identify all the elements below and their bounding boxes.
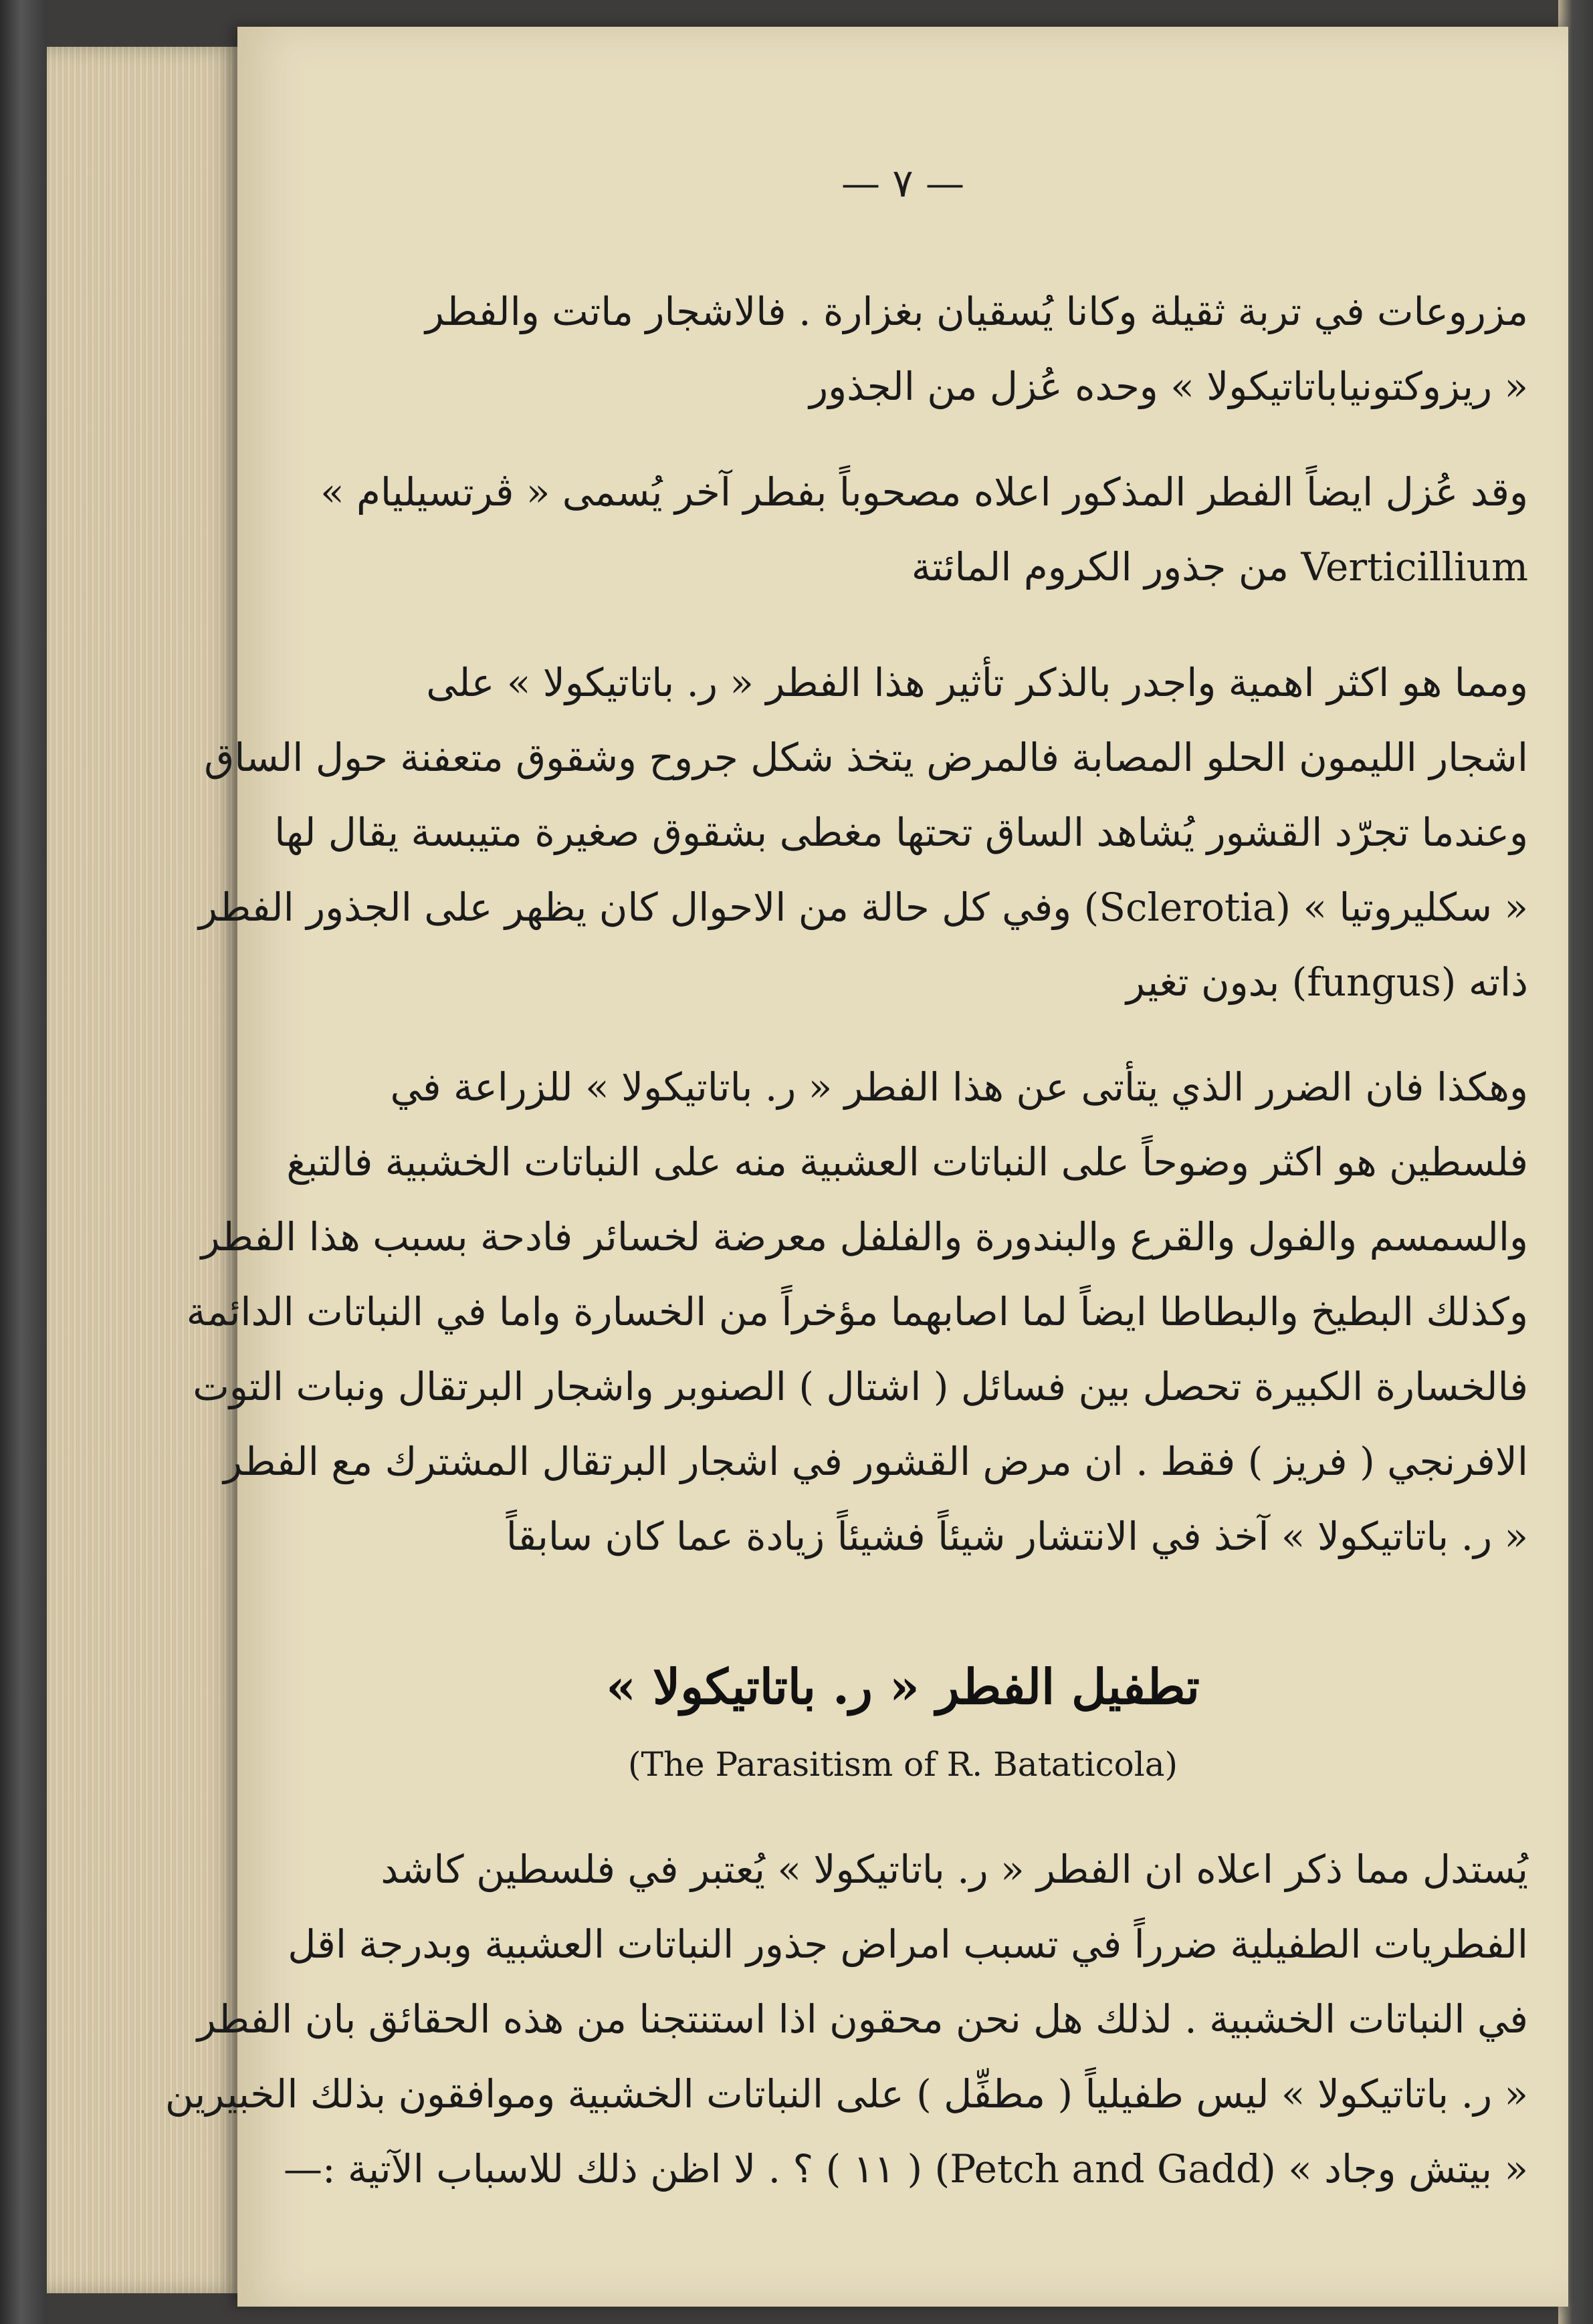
text-line: وقد عُزل ايضاً الفطر المذكور اعلاه مصحوباً بفطر آخر يُسمى « ڤرتسيليام »: [320, 469, 1528, 515]
text-line: Verticillium من جذور الكروم المائتة: [911, 544, 1528, 590]
text-line: ومما هو اكثر اهمية واجدر بالذكر تأثير هذا الفطر « ر. باتاتيكولا » على: [426, 660, 1528, 705]
text-line: وعندما تجرّد القشور يُشاهد الساق تحتها مغطى بشقوق صغيرة متيبسة يقال لها: [274, 810, 1528, 855]
text-line: وكذلك البطيخ والبطاطا ايضاً لما اصابهما مؤخراً من الخسارة واما في النباتات الدائمة: [186, 1289, 1528, 1334]
text-line: « ريزوكتونياباتاتيكولا » وحده عُزل من الجذور: [809, 364, 1528, 409]
page-stack: [47, 47, 241, 2293]
text-line: « ر. باتاتيكولا » ليس طفيلياً ( مطفِّل ) على النباتات الخشبية وموافقون بذلك الخبيرين: [165, 2071, 1528, 2117]
book-cover-edge: [0, 0, 47, 2324]
paragraph-4: [186, 1050, 1528, 1574]
section-subtitle: (The Parasitism of R. Bataticola): [627, 1745, 1178, 1784]
text-line: في النباتات الخشبية . لذلك هل نحن محقون اذا استنتجنا من هذه الحقائق بان الفطر: [197, 1996, 1528, 2042]
text-line: الفطريات الطفيلية ضرراً في تسبب امراض جذور النباتات العشبية وبدرجة اقل: [288, 1922, 1528, 1967]
section-title: تطفيل الفطر « ر. باتاتيكولا »: [606, 1658, 1200, 1715]
text-line: فلسطين هو اكثر وضوحاً على النباتات العشبية منه على النباتات الخشبية فالتبغ: [286, 1139, 1528, 1185]
text-line: والسمسم والفول والقرع والبندورة والفلفل معرضة لخسائر فادحة بسبب هذا الفطر: [201, 1214, 1528, 1260]
book-page: [165, 27, 1568, 2307]
text-line: وهكذا فان الضرر الذي يتأتى عن هذا الفطر « ر. باتاتيكولا » للزراعة في: [390, 1064, 1528, 1110]
text-line: اشجار الليمون الحلو المصابة فالمرض يتخذ شكل جروح وشقوق متعفنة حول الساق: [204, 735, 1528, 780]
text-line: فالخسارة الكبيرة تحصل بين فسائل ( اشتال ) الصنوبر واشجار البرتقال ونبات التوت: [193, 1364, 1528, 1409]
text-line: الافرنجي ( فريز ) فقط . ان مرض القشور في اشجار البرتقال المشترك مع الفطر: [223, 1439, 1528, 1484]
paragraph-3: [198, 645, 1528, 1020]
text-line: مزروعات في تربة ثقيلة وكانا يُسقيان بغزارة . فالاشجار ماتت والفطر: [425, 289, 1528, 334]
paragraph-2: [320, 455, 1528, 604]
text-line: يُستدل مما ذكر اعلاه ان الفطر « ر. باتاتيكولا » يُعتبر في فلسطين كاشد: [381, 1847, 1528, 1892]
page-number: — ٧ —: [841, 160, 965, 206]
text-line: « بيتش وجاد » (Petch and Gadd) ( ١١ ) ؟ . لا اظن ذلك للاسباب الآتية :—: [283, 2146, 1528, 2192]
paragraph-1: [378, 274, 1528, 424]
text-line: « ر. باتاتيكولا » آخذ في الانتشار شيئاً فشيئاً زيادة عما كان سابقاً: [506, 1514, 1528, 1559]
text-line: « سكليروتيا » (Sclerotia) وفي كل حالة من الاحوال كان يظهر على الجذور الفطر: [198, 885, 1528, 930]
section-paragraph: [165, 1832, 1528, 2206]
text-line: ذاته (fungus) بدون تغير: [1126, 959, 1528, 1005]
